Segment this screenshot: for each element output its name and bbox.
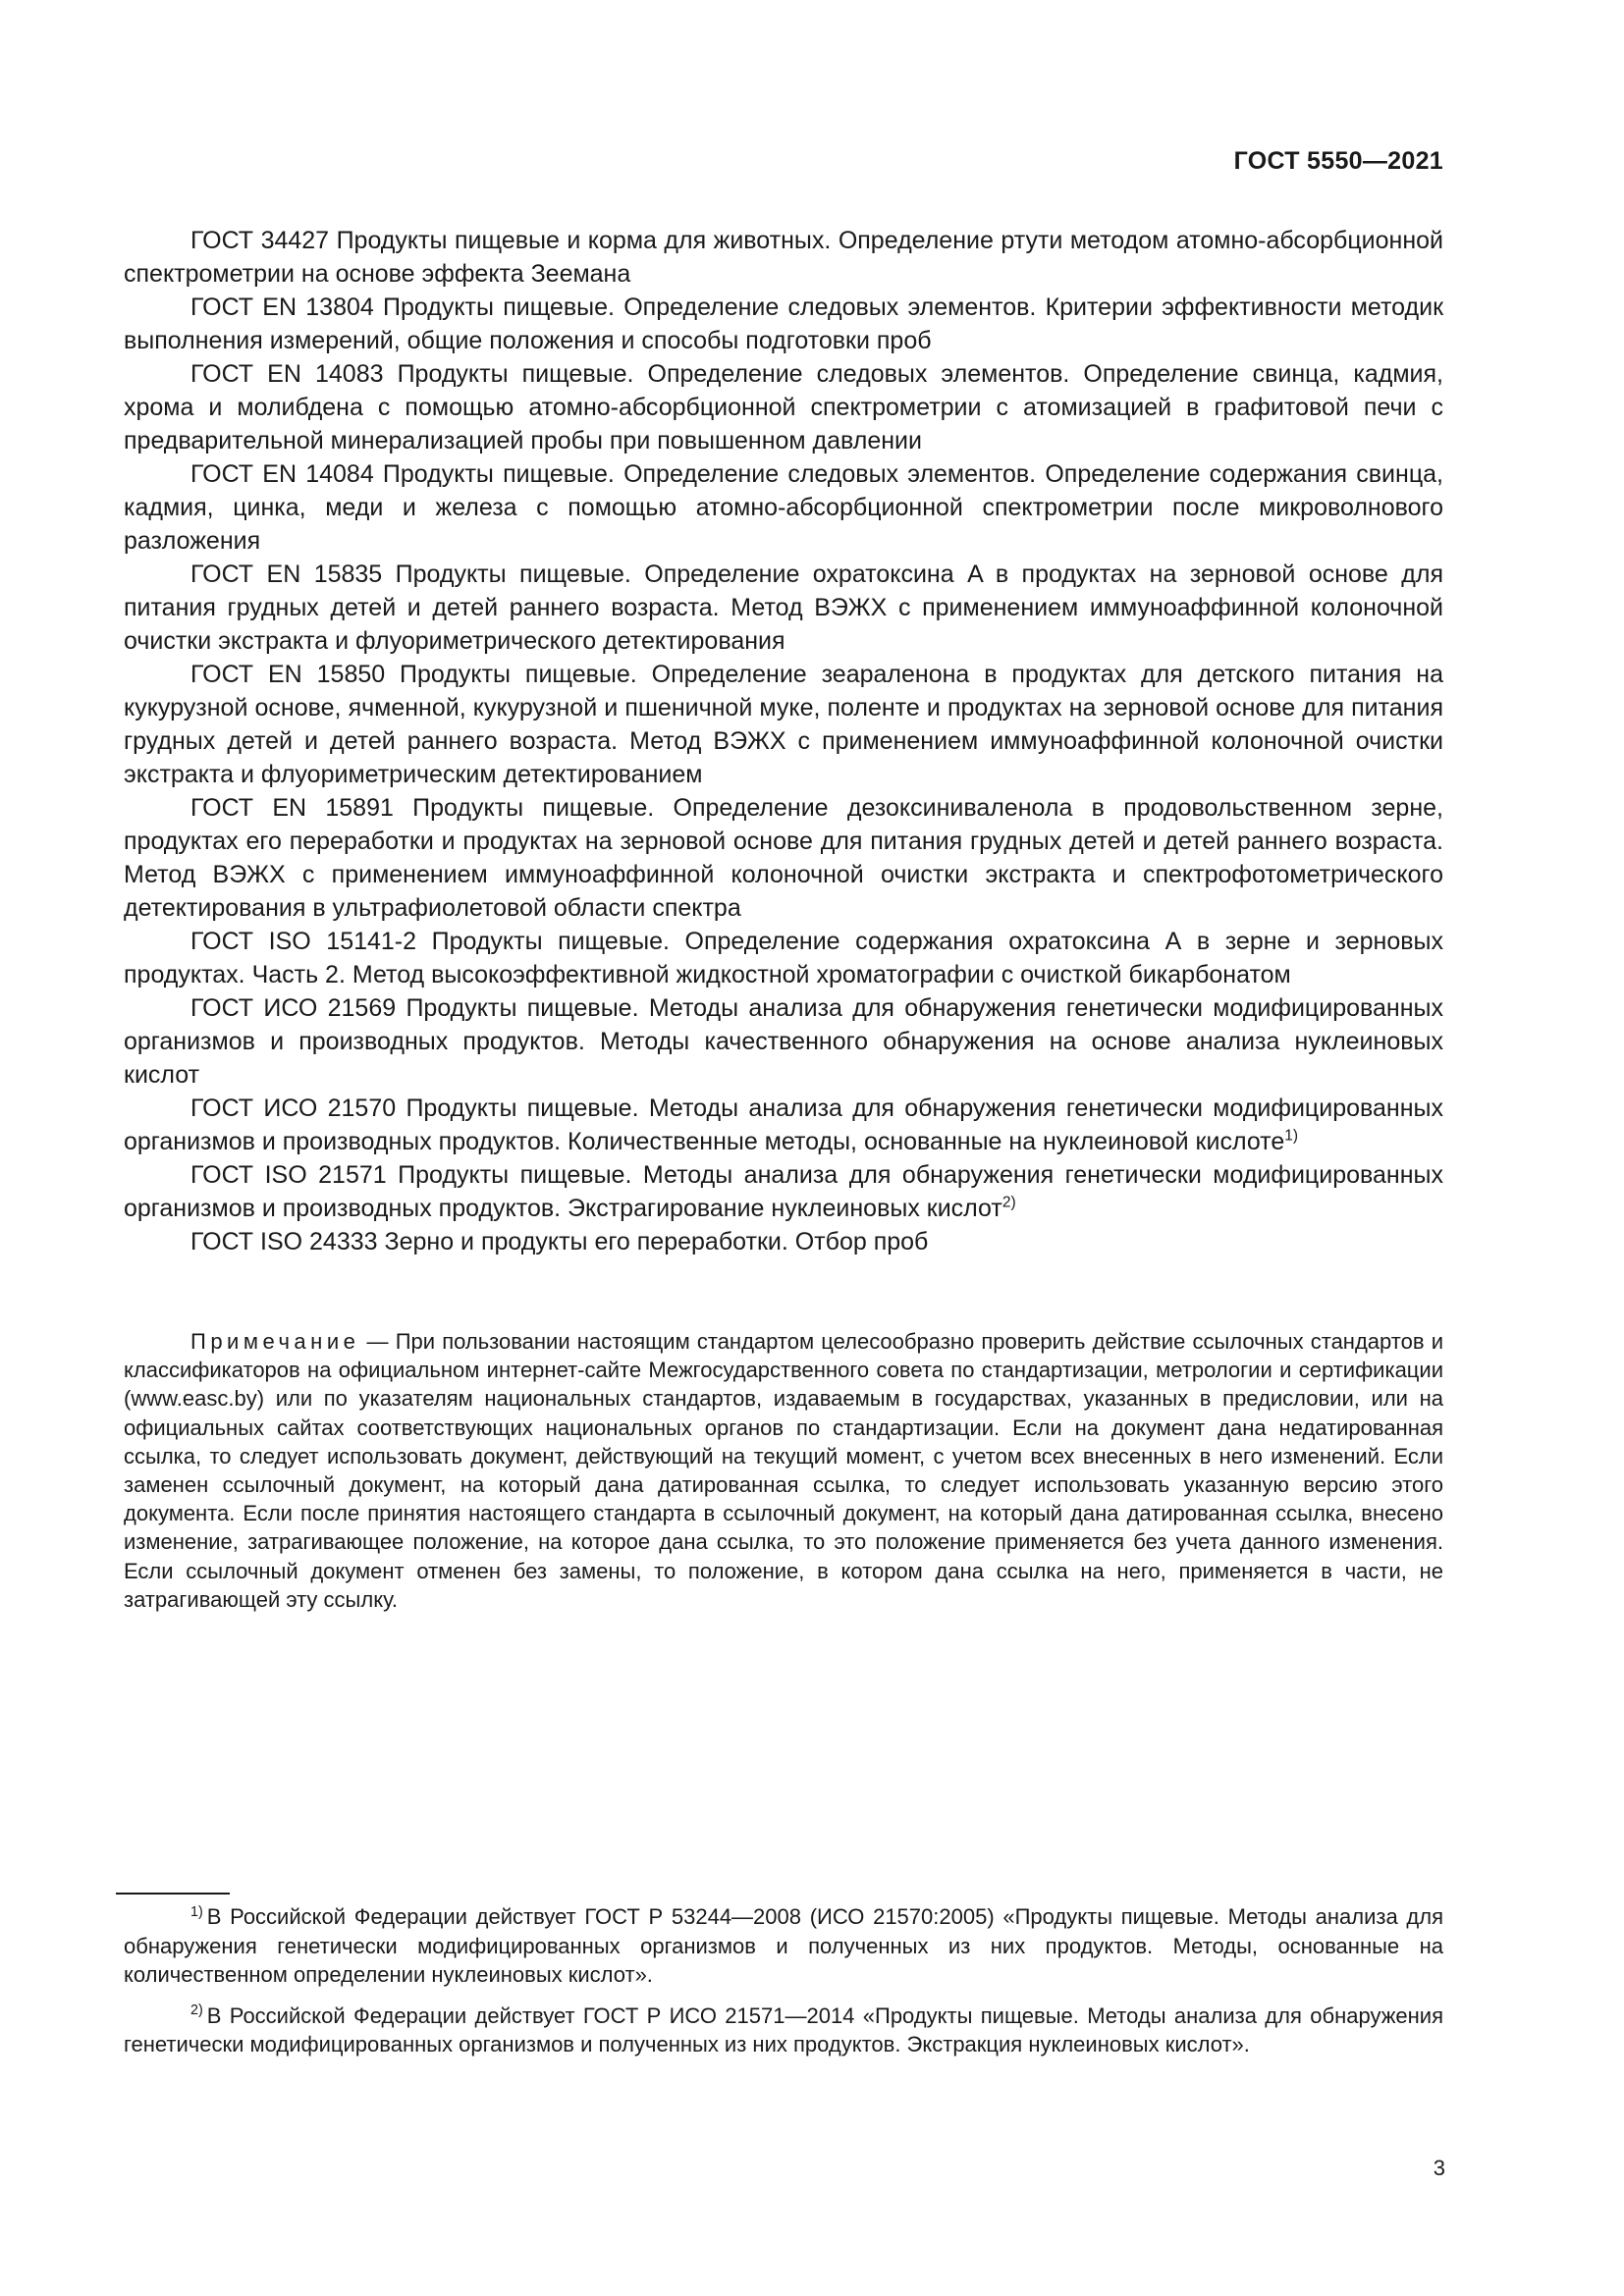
footnotes xyxy=(124,1902,1443,2071)
reference-item xyxy=(124,658,1443,791)
reference-text: ГОСТ EN 14083 Продукты пищевые. Определение следовых элементов. Определение свинца, кадмия, хрома и молибдена с помощью атомно-абсорбционной спектрометрии с атомизацией в графитовой печи с предварительной минерализацией пробы при повышенном давлении xyxy=(124,360,1443,454)
reference-item xyxy=(124,558,1443,658)
reference-item xyxy=(124,1158,1443,1225)
reference-item xyxy=(124,791,1443,925)
reference-item xyxy=(124,457,1443,558)
reference-text: ГОСТ EN 15835 Продукты пищевые. Определение охратоксина A в продуктах на зерновой основе для питания грудных детей и детей раннего возраста. Метод ВЭЖХ с применением иммуноаффинной колоночной очистки экстракта и флуориметрического детектирования xyxy=(124,561,1443,655)
reference-text: ГОСТ ИСО 21569 Продукты пищевые. Методы анализа для обнаружения генетически модифицированных организмов и производных продуктов. Методы качественного обнаружения на основе анализа нуклеиновых кислот xyxy=(124,994,1443,1089)
note-label: Примечание xyxy=(190,1329,360,1354)
footnote-ref-mark: 2) xyxy=(1001,1194,1016,1211)
reference-item xyxy=(124,925,1443,991)
reference-text: ГОСТ EN 15850 Продукты пищевые. Определение зеараленона в продуктах для детского питания на кукурузной основе, ячменной, кукурузной и пшеничной муке, поленте и продуктах на зерновой основе для питания грудных детей и детей раннего возраста. Метод ВЭЖХ с применением иммуноаффинной колоночной очистки экстракта и флуориметрическим детектированием xyxy=(124,661,1443,788)
reference-item xyxy=(124,1092,1443,1158)
document-header-id: ГОСТ 5550—2021 xyxy=(1233,147,1443,175)
reference-item xyxy=(124,291,1443,357)
note-paragraph xyxy=(124,1327,1443,1614)
footnote-text: В Российской Федерации действует ГОСТ Р ИСО 21571—2014 «Продукты пищевые. Методы анализа для обнаружения генетически модифицированных организмов и полученных из них продуктов. Экстракция нуклеиновых кислот». xyxy=(124,2002,1443,2056)
footnote-item xyxy=(124,2002,1443,2059)
reference-item xyxy=(124,357,1443,457)
reference-item xyxy=(124,224,1443,291)
footnote-mark: 2) xyxy=(190,2002,203,2019)
reference-text: ГОСТ ISO 21571 Продукты пищевые. Методы анализа для обнаружения генетически модифицированных организмов и производных продуктов. Экстрагирование нуклеиновых кислот xyxy=(124,1161,1443,1222)
footnote-separator xyxy=(116,1893,230,1895)
reference-text: ГОСТ EN 13804 Продукты пищевые. Определение следовых элементов. Критерии эффективности методик выполнения измерений, общие положения и способы подготовки проб xyxy=(124,294,1443,354)
note-text: — При пользовании настоящим стандартом целесообразно проверить действие ссылочных стандартов и классификаторов на официальном интернет-сайте Межгосударственного совета по стандартизации, метрологии и сертификации (www.easc.by) или по указателям национальных стандартов, издаваемым в государствах, указанных в предисловии, или на официальных сайтах соответствующих национальных органов по стандартизации. Если на документ дана недатированная ссылка, то следует использовать документ, действующий на текущий момент, с учетом всех внесенных в него изменений. Если заменен ссылочный документ, на который дана датированная ссылка, то следует использовать указанную версию этого документа. Если после принятия настоящего стандарта в ссылочный документ, на который дана датированная ссылка, внесено изменение, затрагивающее положение, на которое дана ссылка, то это положение применяется без учета данного изменения. Если ссылочный документ отменен без замены, то положение, в котором дана ссылка на него, применяется в части, не затрагивающей эту ссылку. xyxy=(124,1329,1443,1612)
reference-item xyxy=(124,1225,1443,1258)
reference-text: ГОСТ 34427 Продукты пищевые и корма для животных. Определение ртути методом атомно-абсорбционной спектрометрии на основе эффекта Зеемана xyxy=(124,227,1443,288)
footnote-mark: 1) xyxy=(190,1903,203,1920)
reference-text: ГОСТ ISO 24333 Зерно и продукты его переработки. Отбор проб xyxy=(190,1228,929,1255)
reference-item xyxy=(124,991,1443,1092)
reference-text: ГОСТ EN 15891 Продукты пищевые. Определение дезоксиниваленола в продовольственном зерне, продуктах его переработки и продуктах на зерновой основе для питания грудных детей и детей раннего возраста. Метод ВЭЖХ с применением иммуноаффинной колоночной очистки экстракта и спектрофотометрического детектирования в ультрафиолетовой области спектра xyxy=(124,794,1443,922)
normative-references-list xyxy=(124,224,1443,1258)
reference-text: ГОСТ ИСО 21570 Продукты пищевые. Методы анализа для обнаружения генетически модифицированных организмов и производных продуктов. Количественные методы, основанные на нуклеиновой кислоте xyxy=(124,1095,1443,1155)
footnote-text: В Российской Федерации действует ГОСТ Р 53244—2008 (ИСО 21570:2005) «Продукты пищевые. Методы анализа для обнаружения генетически модифицированных организмов и полученных из них продуктов. Методы, основанные на количественном определении нуклеиновых кислот». xyxy=(124,1904,1443,1987)
page-number: 3 xyxy=(1433,2156,1445,2180)
reference-text: ГОСТ ISO 15141-2 Продукты пищевые. Определение содержания охратоксина А в зерне и зерновых продуктах. Часть 2. Метод высокоэффективной жидкостной хроматографии с очисткой бикарбонатом xyxy=(124,928,1443,988)
reference-text: ГОСТ EN 14084 Продукты пищевые. Определение следовых элементов. Определение содержания свинца, кадмия, цинка, меди и железа с помощью атомно-абсорбционной спектрометрии после микроволнового разложения xyxy=(124,460,1443,555)
footnote-item xyxy=(124,1902,1443,1990)
footnote-ref-mark: 1) xyxy=(1284,1127,1299,1145)
